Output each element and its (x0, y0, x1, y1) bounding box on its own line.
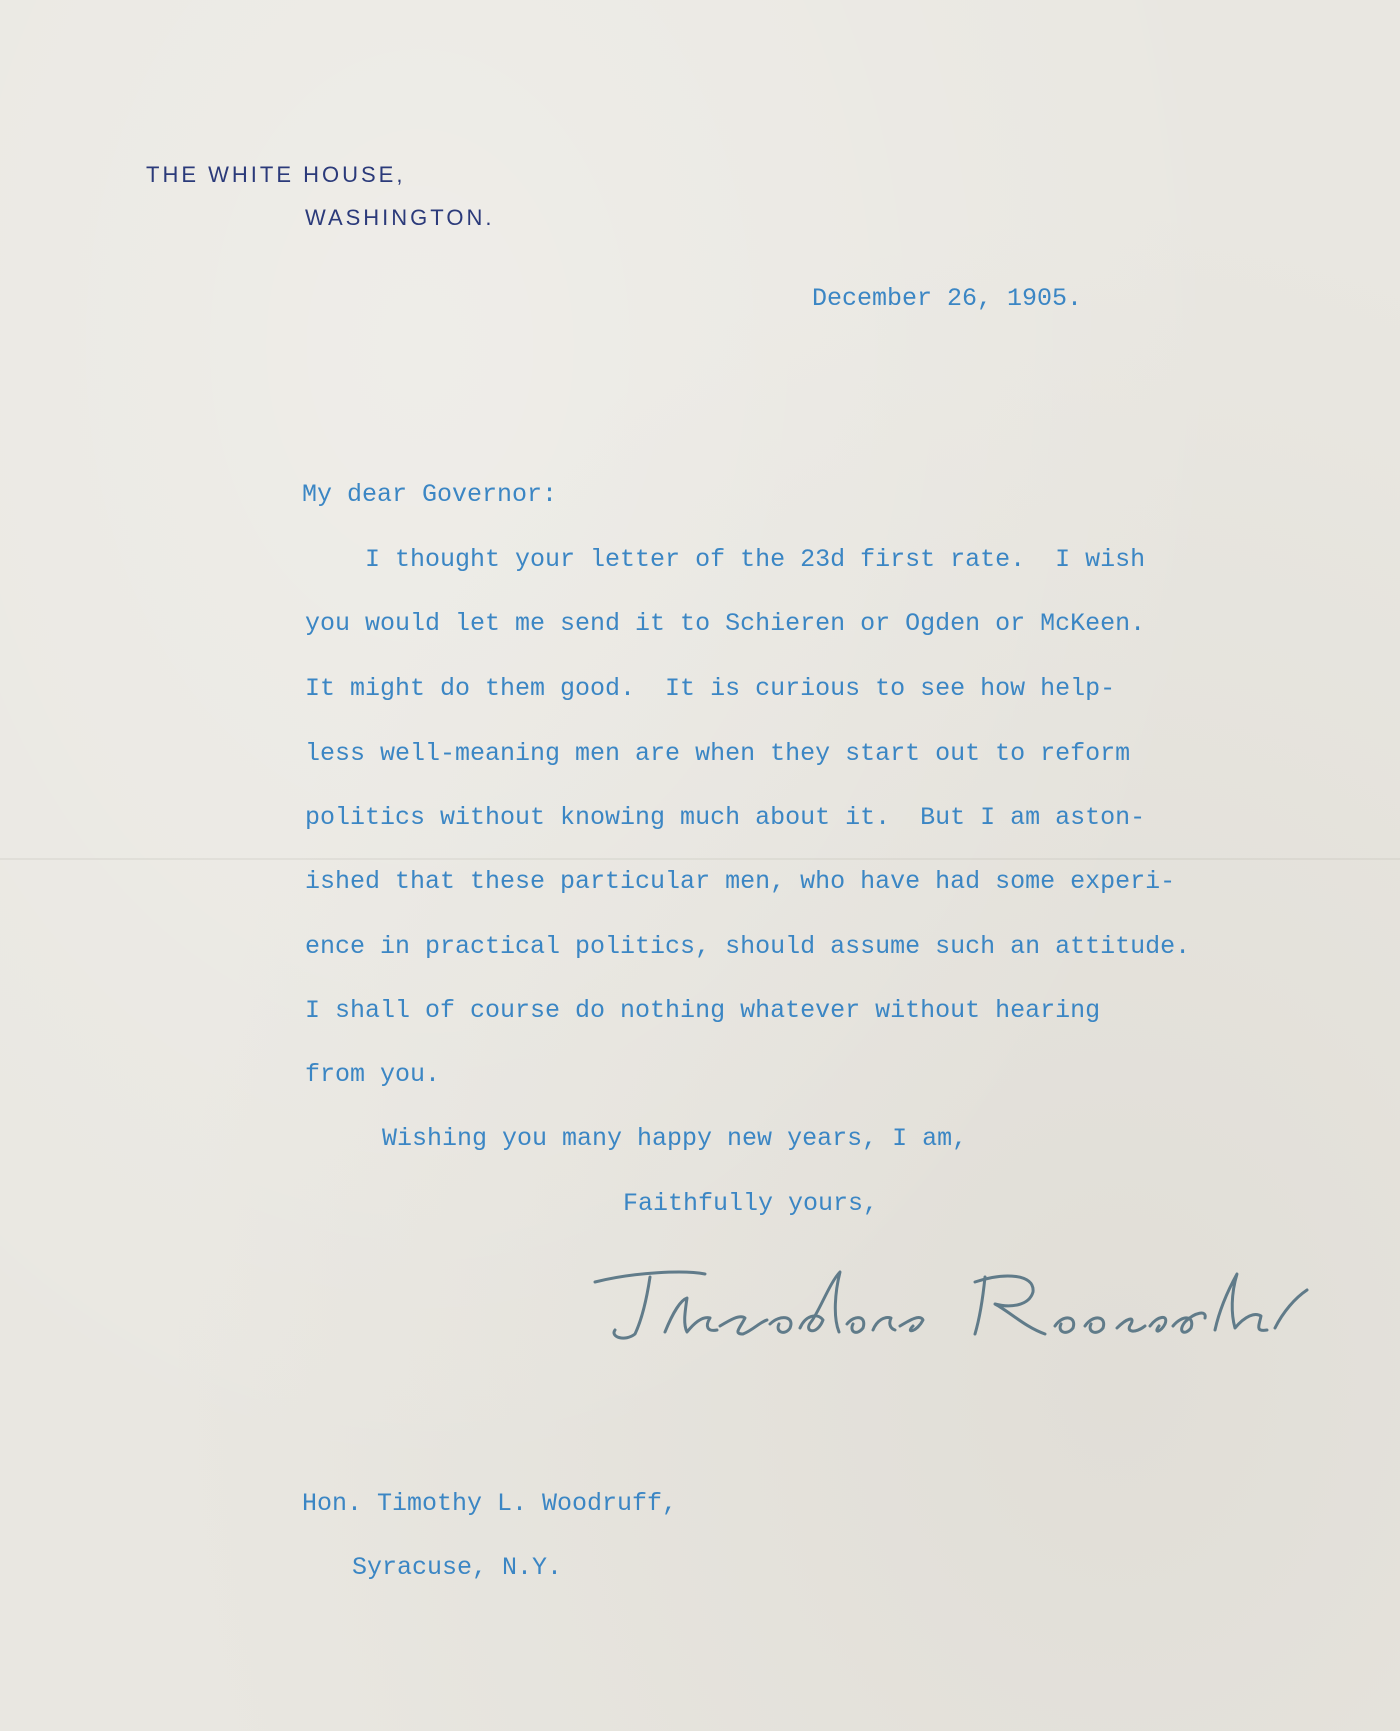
body-line: I thought your letter of the 23d first rate. I wish (305, 545, 1146, 574)
body-line: less well-meaning men are when they start out to reform (305, 739, 1131, 768)
body-line: It might do them good. It is curious to see how help- (305, 674, 1116, 703)
salutation: My dear Governor: (302, 480, 558, 509)
recipient-name: Hon. Timothy L. Woodruff, (302, 1489, 678, 1518)
signature-image (555, 1242, 1335, 1352)
body-line: politics without knowing much about it. But I am aston- (305, 803, 1146, 832)
valediction: Faithfully yours, (623, 1189, 879, 1218)
closing-line: Wishing you many happy new years, I am, (382, 1124, 968, 1153)
letterhead-title: THE WHITE HOUSE, (146, 162, 406, 187)
body-line: I shall of course do nothing whatever without hearing (305, 996, 1101, 1025)
body-line: you would let me send it to Schieren or Ogden or McKeen. (305, 609, 1146, 638)
letter-date: December 26, 1905. (812, 284, 1083, 313)
body-line: from you. (305, 1060, 441, 1089)
body-line: ished that these particular men, who have had some experi- (305, 867, 1176, 896)
body-line: ence in practical politics, should assume such an attitude. (305, 932, 1191, 961)
recipient-location: Syracuse, N.Y. (352, 1553, 563, 1582)
letterhead-location: WASHINGTON. (305, 205, 495, 230)
paper-fold (0, 858, 1400, 860)
